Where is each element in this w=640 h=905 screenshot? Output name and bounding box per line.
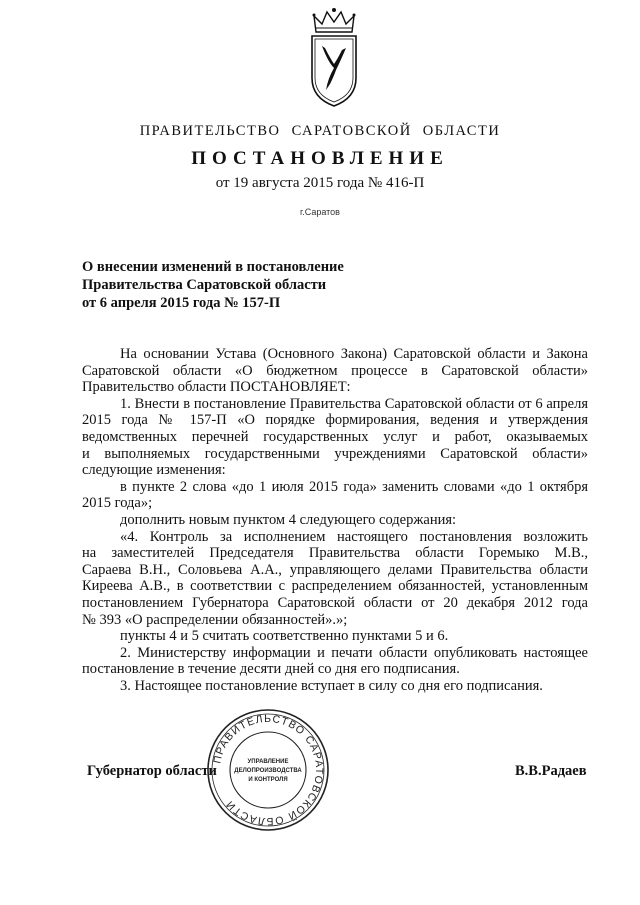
body-line: на заместителей Председателя Правительства области Горемыко М.В.,	[82, 545, 588, 562]
body-line: пункты 4 и 5 считать соответственно пунктами 5 и 6.	[120, 628, 449, 645]
subject-line: О внесении изменений в постановление	[82, 259, 344, 275]
body-line: следующие изменения:	[82, 462, 226, 479]
city-label: г.Саратов	[300, 207, 340, 217]
body-line: Сараева В.Н., Соловьева А.А., управляющего делами Правительства области	[82, 561, 588, 578]
body-line: Саратовской области «О бюджетном процессе в Саратовской области»	[82, 362, 588, 379]
coat-of-arms-emblem	[306, 6, 362, 110]
body-line: 2. Министерству информации и печати области опубликовать настоящее	[120, 644, 588, 661]
stamp-ring-text: ПРАВИТЕЛЬСТВО САРАТОВСКОЙ ОБЛАСТИ	[211, 712, 326, 828]
signatory-name: В.В.Радаев	[515, 763, 587, 779]
organization-name: ПРАВИТЕЛЬСТВО САРАТОВСКОЙ ОБЛАСТИ	[139, 123, 501, 139]
stamp-center-line: УПРАВЛЕНИЕ	[247, 759, 289, 765]
body-line: На основании Устава (Основного Закона) Саратовской области и Закона	[120, 346, 588, 362]
body-line: 2015 года»;	[82, 495, 153, 512]
body-line: постановлением Губернатора Саратовской области от 20 декабря 2012 года	[82, 594, 588, 611]
document-body	[82, 346, 588, 694]
body-line: Киреева А.В., в соответствии с распределением обязанностей, установленным	[82, 578, 588, 595]
body-line: и выполняемых государственными учреждениями Саратовской области»	[82, 445, 588, 462]
official-stamp	[205, 707, 331, 833]
body-line: Правительство области ПОСТАНОВЛЯЕТ:	[82, 379, 351, 396]
body-line: в пункте 2 слова «до 1 июля 2015 года» заменить словами «до 1 октября	[120, 478, 588, 495]
signatory-position: Губернатор области	[87, 763, 217, 779]
subject-line: Правительства Саратовской области	[82, 277, 327, 293]
body-line: № 393 «О распределении обязанностей».»;	[82, 611, 348, 628]
body-line: ведомственных перечней государственных услуг и работ, оказываемых	[82, 428, 588, 445]
body-line: «4. Контроль за исполнением настоящего постановления возложить	[120, 528, 588, 545]
body-line: дополнить новым пунктом 4 следующего содержания:	[120, 511, 457, 528]
subject-line: от 6 апреля 2015 года № 157-П	[82, 295, 281, 311]
document-subject	[82, 258, 412, 312]
body-line: 3. Настоящее постановление вступает в силу со дня его подписания.	[120, 677, 543, 694]
body-line: 2015 года № 157-П «О порядке формирования, ведения и утверждения	[82, 412, 588, 429]
stamp-center-line: И КОНТРОЛЯ	[248, 777, 288, 783]
body-line: постановление в течение десяти дней со дня его подписания.	[82, 661, 460, 678]
stamp-center-line: ДЕЛОПРОИЗВОДСТВА	[234, 768, 302, 774]
document-type: ПОСТАНОВЛЕНИЕ	[191, 148, 449, 169]
document-date-number: от 19 августа 2015 года № 416-П	[215, 175, 425, 191]
body-line: 1. Внести в постановление Правительства Саратовской области от 6 апреля	[120, 395, 588, 412]
